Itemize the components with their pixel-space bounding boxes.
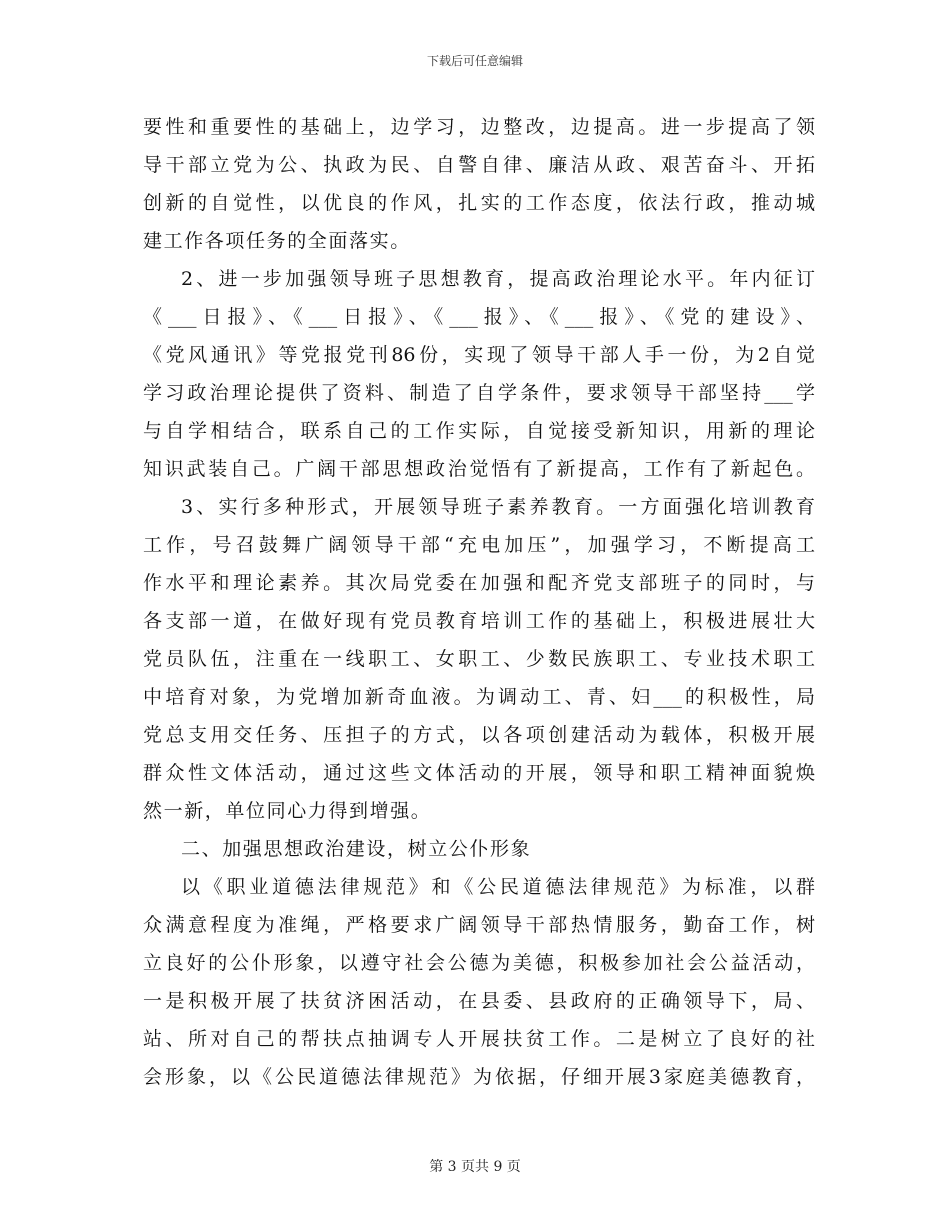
page-footer: 第 3 页共 9 页 (429, 1159, 521, 1175)
document-body (143, 108, 815, 1096)
text-line: 站、所对自己的帮扶点抽调专人开展扶贫工作。二是树立了良好的社 (143, 1028, 815, 1050)
text-line: 2、进一步加强领导班子思想教育，提高政治理论水平。年内征订 (181, 268, 815, 290)
text-line: 学习政治理论提供了资料、制造了自学条件，要求领导干部坚持___学 (143, 382, 815, 404)
text-line: 二、加强思想政治建设，树立公仆形象 (181, 838, 532, 860)
text-line: 一是积极开展了扶贫济困活动，在县委、县政府的正确领导下，局、 (143, 990, 815, 1012)
text-line: 群众性文体活动，通过这些文体活动的开展，领导和职工精神面貌焕 (143, 762, 815, 784)
text-line: 工作，号召鼓舞广阔领导干部“充电加压”，加强学习，不断提高工 (143, 534, 815, 556)
text-line: 3、实行多种形式，开展领导班子素养教育。一方面强化培训教育 (181, 496, 815, 518)
text-line: 与自学相结合，联系自己的工作实际，自觉接受新知识，用新的理论 (143, 420, 815, 442)
text-line: 以《职业道德法律规范》和《公民道德法律规范》为标准，以群 (181, 876, 815, 898)
page-header: 下载后可任意编辑 (426, 54, 523, 68)
text-line: 党总支用交任务、压担子的方式，以各项创建活动为载体，积极开展 (143, 724, 815, 746)
text-line: 立良好的公仆形象，以遵守社会公德为美德，积极参加社会公益活动， (143, 952, 815, 974)
text-line: 作水平和理论素养。其次局党委在加强和配齐党支部班子的同时，与 (143, 572, 815, 594)
text-line: 各支部一道，在做好现有党员教育培训工作的基础上，积极进展壮大 (143, 610, 815, 632)
text-line: 导干部立党为公、执政为民、自警自律、廉洁从政、艰苦奋斗、开拓 (143, 154, 815, 176)
text-line: 众满意程度为准绳，严格要求广阔领导干部热情服务，勤奋工作，树 (143, 914, 815, 936)
text-line: 会形象，以《公民道德法律规范》为依据，仔细开展3家庭美德教育， (143, 1066, 815, 1088)
text-line: 知识武装自己。广阔干部思想政治觉悟有了新提高，工作有了新起色。 (143, 458, 815, 480)
text-line: 建工作各项任务的全面落实。 (143, 230, 411, 252)
text-line: 然一新，单位同心力得到增强。 (143, 800, 432, 822)
text-line: 中培育对象，为党增加新奇血液。为调动工、青、妇___的积极性，局 (143, 686, 815, 708)
text-line: 党员队伍，注重在一线职工、女职工、少数民族职工、专业技术职工 (143, 648, 815, 670)
text-line: 要性和重要性的基础上，边学习，边整改，边提高。进一步提高了领 (143, 116, 815, 138)
text-line: 《___日报》、《___日报》、《___报》、《___报》、《党的建设》、 (143, 306, 815, 328)
text-line: 《党风通讯》等党报党刊86份，实现了领导干部人手一份，为2自觉 (143, 344, 815, 366)
text-line: 创新的自觉性，以优良的作风，扎实的工作态度，依法行政，推动城 (143, 192, 815, 214)
